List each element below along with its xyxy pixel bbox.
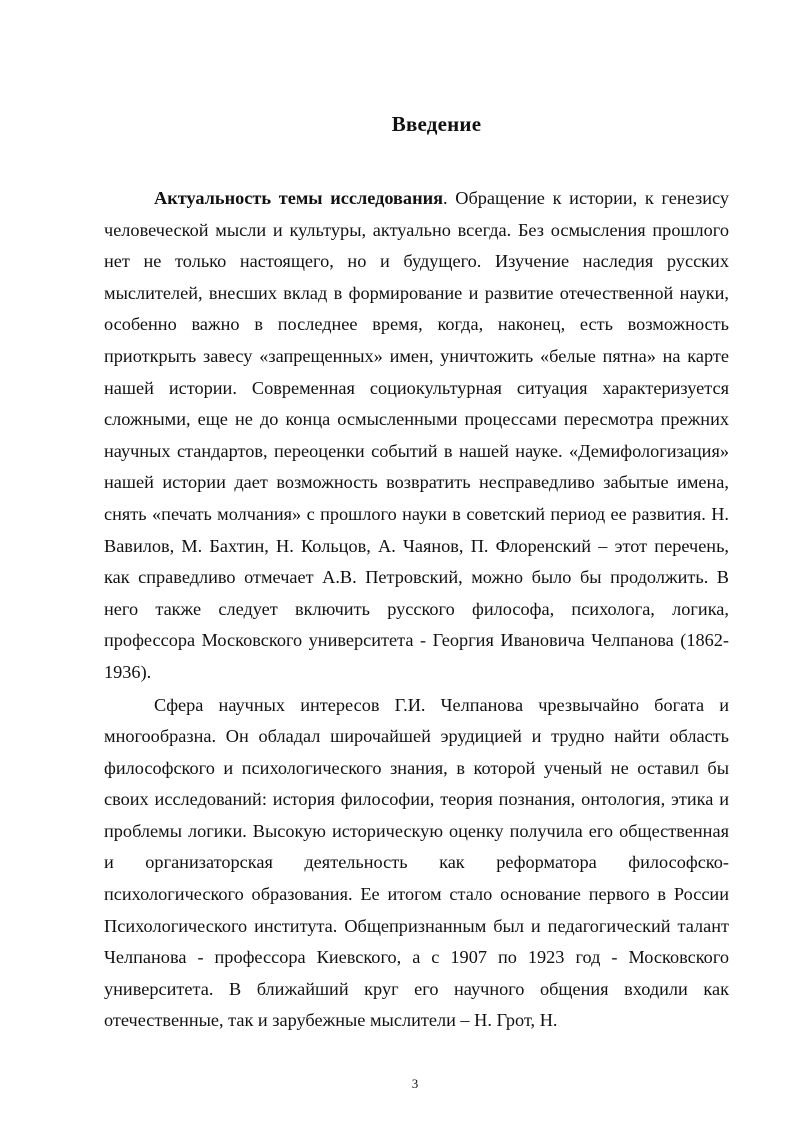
paragraph-text: . Обращение к истории, к генезису человеческой мысли и культуры, актуально всегда. Без осмысления прошлого нет не только настоящего, но и будущего. Изучение наследия русских мыслителей, внесших вклад в формирование и развитие отечественной науки, особенно важно в последнее время, когда, наконец, есть возможность приоткрыть завесу «запрещенных» имен, уничтожить «белые пятна» на карте нашей истории. Современная социокультурная ситуация характеризуется сложными, еще не до конца осмысленными процессами пересмотра прежних научных стандартов, переоценки событий в нашей науке. «Демифологизация» нашей истории дает возможность возвратить несправедливо забытые имена, снять «печать молчания» с прошлого науки в советский период ее развития. Н. Вавилов, М. Бахтин, Н. Кольцов, А. Чаянов, П. Флоренский – этот перечень, как справедливо отмечает А.В. Петровский, можно было бы продолжить. В него также следует включить русского философа, психолога, логика, профессора Московского университета - Георгия Ивановича Челпанова (1862-1936). xyxy=(104,188,730,682)
body-text xyxy=(104,183,729,1037)
paragraph-lead-bold: Актуальность темы исследования xyxy=(154,188,444,208)
paragraph-research-scope xyxy=(104,690,729,1038)
paragraph-text: Сфера научных интересов Г.И. Челпанова чрезвычайно богата и многообразна. Он обладал широчайшей эрудицией и трудно найти область философского и психологического знания, в которой ученый не оставил бы своих исследований: история философии, теория познания, онтология, этика и проблемы логики. Высокую историческую оценку получила его общественная и организаторская деятельность как реформатора философско-психологического образования. Ее итогом стало основание первого в России Психологического института. Общепризнанным был и педагогический талант Челпанова - профессора Киевского, а с 1907 по 1923 год - Московского университета. В ближайший круг его научного общения входили как отечественные, так и зарубежные мыслители – Н. Грот, Н. xyxy=(104,694,729,1031)
paragraph-relevance xyxy=(104,183,729,689)
page-number: 3 xyxy=(411,1076,419,1091)
page-title: Введение xyxy=(391,112,482,136)
